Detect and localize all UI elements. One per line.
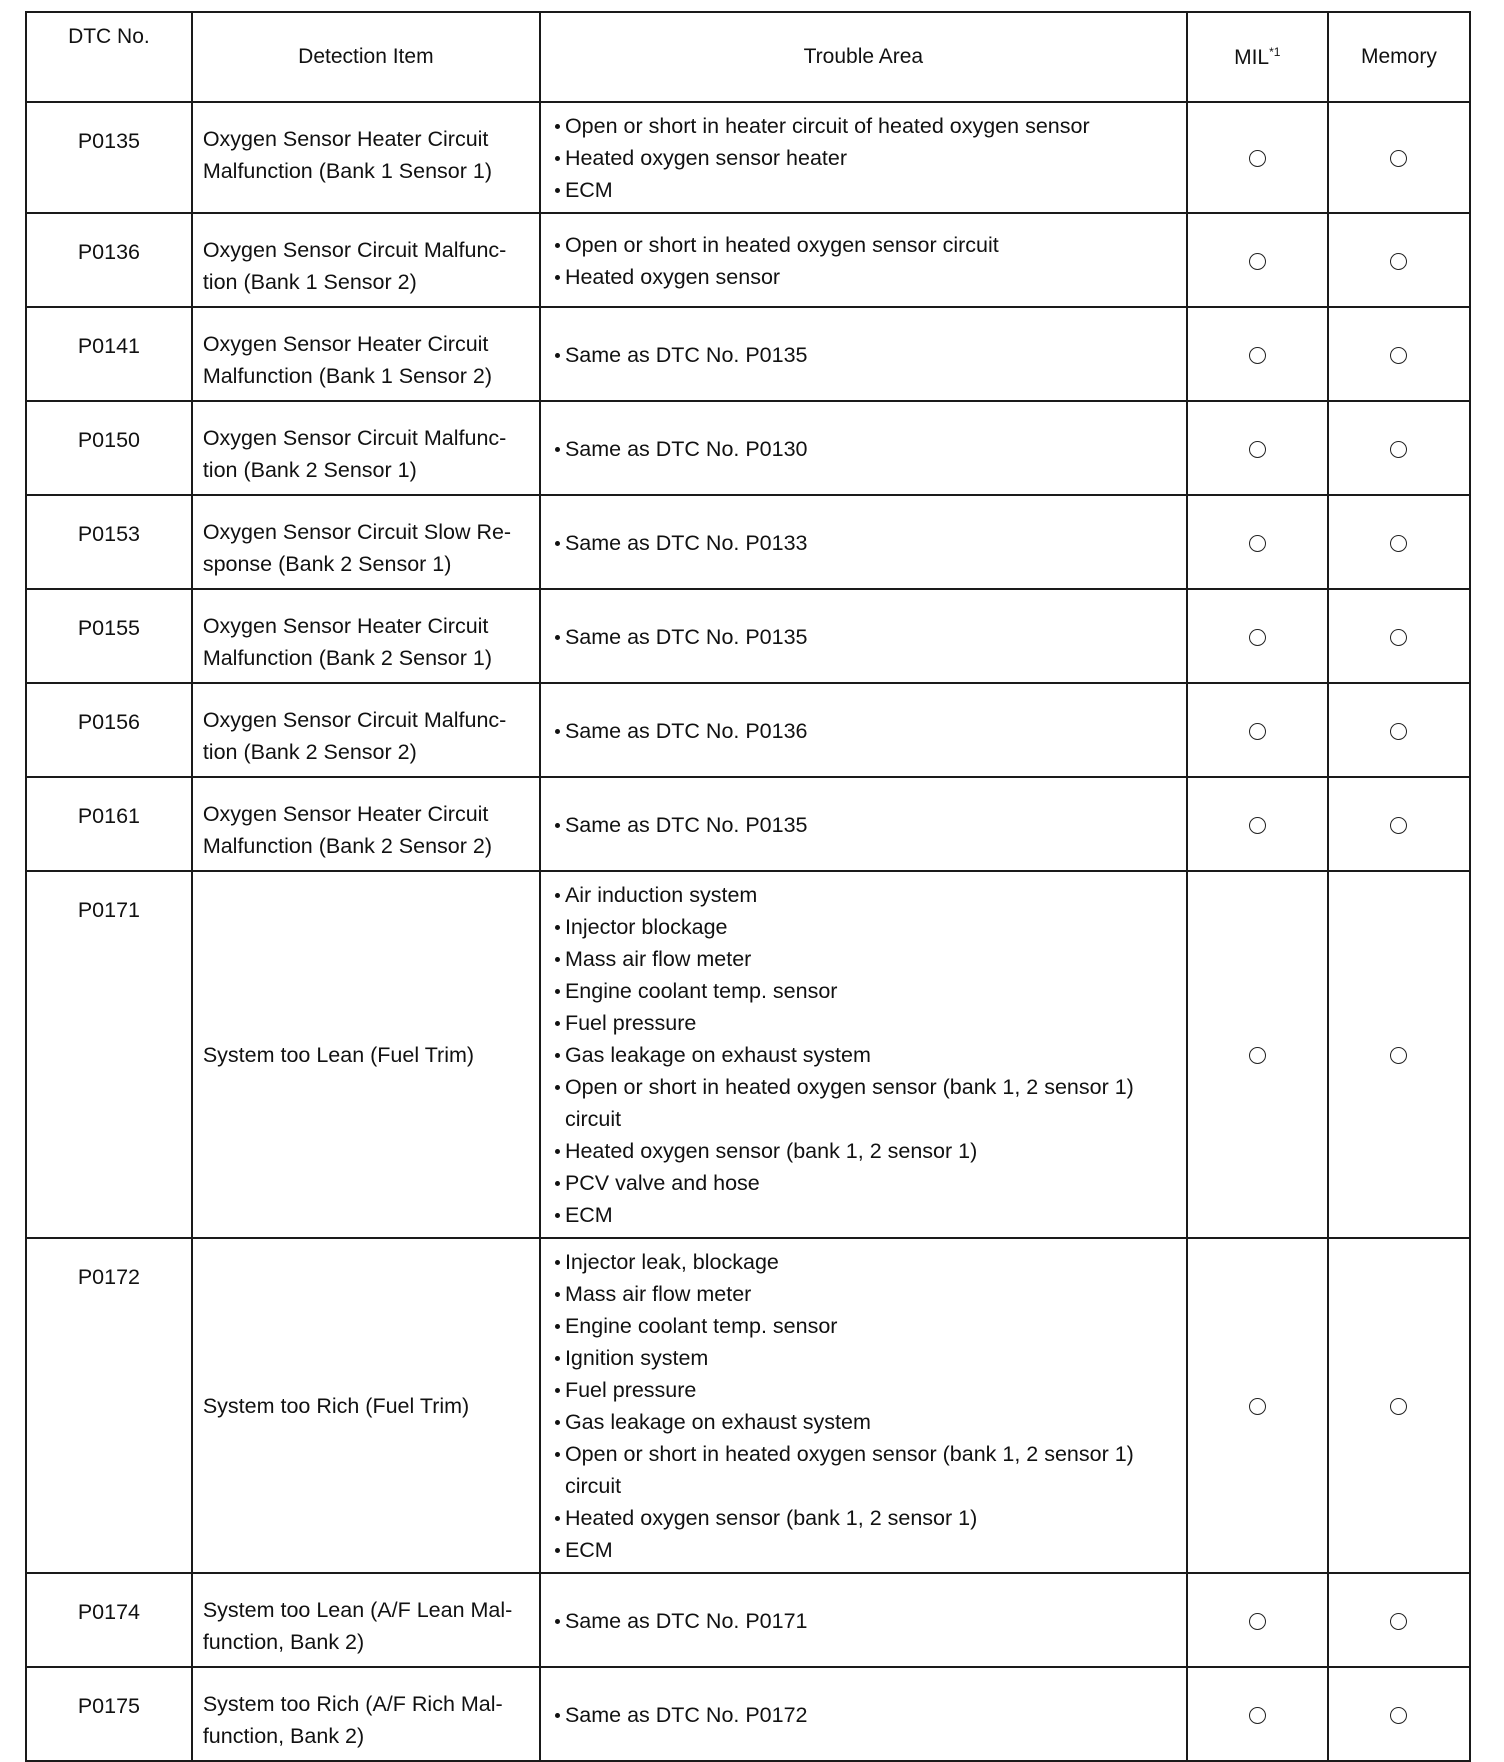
memory-circle-icon [1390,723,1407,740]
detection-item-line: tion (Bank 2 Sensor 1) [202,458,417,482]
table-row [26,495,1470,589]
table-row [26,401,1470,495]
mil-cell [1187,102,1328,213]
header-mil: MIL$^{*1}$ [1187,12,1328,102]
trouble-area-list [555,527,1176,559]
trouble-area-item: ECM [555,174,1176,206]
trouble-area [540,683,1187,777]
trouble-area [540,1238,1187,1573]
mil-footnote-marker: *1 [1269,44,1281,59]
dtc-code: P0135 [26,102,192,213]
trouble-area [540,1667,1187,1761]
detection-item [192,307,540,401]
trouble-area-item: Heated oxygen sensor [555,261,1176,293]
trouble-area-item: Same as DTC No. P0136 [555,715,1176,747]
detection-item-line: tion (Bank 1 Sensor 2) [202,270,417,294]
detection-item-line: System too Rich (A/F Rich Mal- [202,1692,503,1716]
mil-circle-icon [1249,629,1266,646]
mil-circle-icon [1249,347,1266,364]
detection-item [192,495,540,589]
trouble-area [540,102,1187,213]
trouble-area-item: Same as DTC No. P0130 [555,433,1176,465]
mil-circle-icon [1249,723,1266,740]
dtc-code: P0156 [26,683,192,777]
detection-item-line: sponse (Bank 2 Sensor 1) [202,552,452,576]
detection-item-line: System too Lean (Fuel Trim) [202,1042,475,1067]
mil-cell [1187,871,1328,1238]
trouble-area-list [555,715,1176,747]
memory-cell [1328,401,1470,495]
mil-circle-icon [1249,817,1266,834]
trouble-area [540,871,1187,1238]
trouble-area [540,213,1187,307]
memory-cell [1328,777,1470,871]
mil-circle-icon [1249,535,1266,552]
dtc-code: P0136 [26,213,192,307]
detection-item-line: Oxygen Sensor Circuit Malfunc- [202,708,507,732]
trouble-area-list [555,1246,1176,1566]
detection-item-line: Oxygen Sensor Circuit Malfunc- [202,426,507,450]
trouble-area-item: Gas leakage on exhaust system [555,1406,1176,1438]
trouble-area-list [555,879,1176,1231]
trouble-area-item: Ignition system [555,1342,1176,1374]
dtc-code: P0150 [26,401,192,495]
memory-circle-icon [1390,441,1407,458]
detection-item-line: Oxygen Sensor Circuit Malfunc- [202,238,507,262]
detection-item [192,1667,540,1761]
trouble-area-item: Heated oxygen sensor (bank 1, 2 sensor 1) [555,1502,1176,1534]
trouble-area-item: Air induction system [555,879,1176,911]
mil-cell [1187,213,1328,307]
detection-item [192,777,540,871]
detection-item-line: Oxygen Sensor Heater Circuit [202,614,489,638]
memory-circle-icon [1390,629,1407,646]
trouble-area-list [555,809,1176,841]
mil-cell [1187,1667,1328,1761]
trouble-area-item: Same as DTC No. P0171 [555,1605,1176,1637]
memory-circle-icon [1390,1707,1407,1724]
trouble-area-item: Mass air flow meter [555,943,1176,975]
mil-circle-icon [1249,441,1266,458]
detection-item [192,871,540,1238]
trouble-area [540,307,1187,401]
detection-item [192,102,540,213]
table-row [26,307,1470,401]
mil-cell [1187,1573,1328,1667]
header-memory: Memory [1328,12,1470,102]
memory-cell [1328,1667,1470,1761]
mil-cell [1187,777,1328,871]
table-row [26,1573,1470,1667]
mil-cell [1187,683,1328,777]
memory-circle-icon [1390,347,1407,364]
trouble-area-item: ECM [555,1534,1176,1566]
dtc-code: P0175 [26,1667,192,1761]
trouble-area [540,589,1187,683]
trouble-area-item: Injector leak, blockage [555,1246,1176,1278]
memory-cell [1328,683,1470,777]
mil-cell [1187,401,1328,495]
dtc-code: P0153 [26,495,192,589]
memory-circle-icon [1390,535,1407,552]
trouble-area-item: Engine coolant temp. sensor [555,975,1176,1007]
trouble-area-item: Same as DTC No. P0172 [555,1699,1176,1731]
trouble-area [540,401,1187,495]
dtc-code: P0174 [26,1573,192,1667]
header-dtc-no: DTC No. [26,12,192,102]
trouble-area-item: Mass air flow meter [555,1278,1176,1310]
memory-cell [1328,1238,1470,1573]
memory-cell [1328,102,1470,213]
trouble-area-item: Same as DTC No. P0133 [555,527,1176,559]
trouble-area-item: Same as DTC No. P0135 [555,339,1176,371]
detection-item-line: tion (Bank 2 Sensor 2) [202,740,417,764]
memory-cell [1328,495,1470,589]
trouble-area-list [555,110,1176,206]
detection-item [192,401,540,495]
header-row [26,12,1470,102]
memory-cell [1328,1573,1470,1667]
trouble-area-item: Injector blockage [555,911,1176,943]
trouble-area [540,777,1187,871]
header-trouble-area: Trouble Area [540,12,1187,102]
detection-item-line: Malfunction (Bank 2 Sensor 1) [202,646,493,670]
trouble-area-list [555,621,1176,653]
mil-cell [1187,589,1328,683]
table-row [26,777,1470,871]
mil-circle-icon [1249,150,1266,167]
dtc-code: P0172 [26,1238,192,1573]
memory-circle-icon [1390,1613,1407,1630]
detection-item-line: function, Bank 2) [202,1724,365,1748]
table-row [26,102,1470,213]
detection-item-line: Malfunction (Bank 2 Sensor 2) [202,834,493,858]
memory-circle-icon [1390,1398,1407,1415]
mil-circle-icon [1249,1613,1266,1630]
table-row [26,589,1470,683]
detection-item [192,589,540,683]
trouble-area-item: Heated oxygen sensor heater [555,142,1176,174]
mil-cell [1187,495,1328,589]
trouble-area-list [555,1699,1176,1731]
header-detection-item: Detection Item [192,12,540,102]
trouble-area-item: PCV valve and hose [555,1167,1176,1199]
trouble-area-item: Open or short in heated oxygen sensor (bank 1, 2 sensor 1) circuit [555,1071,1176,1135]
detection-item-line: Oxygen Sensor Circuit Slow Re- [202,520,512,544]
trouble-area-item: ECM [555,1199,1176,1231]
detection-item [192,213,540,307]
detection-item-line: System too Rich (Fuel Trim) [202,1393,470,1418]
trouble-area-item: Same as DTC No. P0135 [555,621,1176,653]
detection-item-line: System too Lean (A/F Lean Mal- [202,1598,513,1622]
trouble-area [540,1573,1187,1667]
trouble-area-item: Fuel pressure [555,1374,1176,1406]
memory-cell [1328,589,1470,683]
dtc-table [25,11,1471,1762]
mil-cell [1187,307,1328,401]
memory-circle-icon [1390,150,1407,167]
table-row [26,871,1470,1238]
mil-cell [1187,1238,1328,1573]
mil-circle-icon [1249,1047,1266,1064]
memory-cell [1328,213,1470,307]
trouble-area-list [555,433,1176,465]
mil-circle-icon [1249,253,1266,270]
detection-item-line: Malfunction (Bank 1 Sensor 1) [202,159,493,183]
memory-cell [1328,871,1470,1238]
trouble-area-list [555,339,1176,371]
table-row [26,683,1470,777]
detection-item [192,1238,540,1573]
table-body [26,102,1470,1761]
trouble-area [540,495,1187,589]
table-row [26,1238,1470,1573]
detection-item-line: Oxygen Sensor Heater Circuit [202,127,489,151]
memory-cell [1328,307,1470,401]
mil-circle-icon [1249,1398,1266,1415]
dtc-code: P0171 [26,871,192,1238]
dtc-code: P0155 [26,589,192,683]
memory-circle-icon [1390,253,1407,270]
detection-item [192,1573,540,1667]
trouble-area-item: Fuel pressure [555,1007,1176,1039]
detection-item-line: Oxygen Sensor Heater Circuit [202,802,489,826]
table-row [26,213,1470,307]
dtc-code: P0141 [26,307,192,401]
memory-circle-icon [1390,817,1407,834]
trouble-area-item: Heated oxygen sensor (bank 1, 2 sensor 1) [555,1135,1176,1167]
dtc-code: P0161 [26,777,192,871]
table-row [26,1667,1470,1761]
trouble-area-item: Open or short in heated oxygen sensor (bank 1, 2 sensor 1) circuit [555,1438,1176,1502]
memory-circle-icon [1390,1047,1407,1064]
detection-item-line: Malfunction (Bank 1 Sensor 2) [202,364,493,388]
trouble-area-item: Open or short in heated oxygen sensor circuit [555,229,1176,261]
detection-item [192,683,540,777]
trouble-area-item: Same as DTC No. P0135 [555,809,1176,841]
trouble-area-item: Engine coolant temp. sensor [555,1310,1176,1342]
trouble-area-list [555,229,1176,293]
detection-item-line: Oxygen Sensor Heater Circuit [202,332,489,356]
detection-item-line: function, Bank 2) [202,1630,365,1654]
trouble-area-item: Open or short in heater circuit of heated oxygen sensor [555,110,1176,142]
trouble-area-list [555,1605,1176,1637]
trouble-area-item: Gas leakage on exhaust system [555,1039,1176,1071]
mil-circle-icon [1249,1707,1266,1724]
